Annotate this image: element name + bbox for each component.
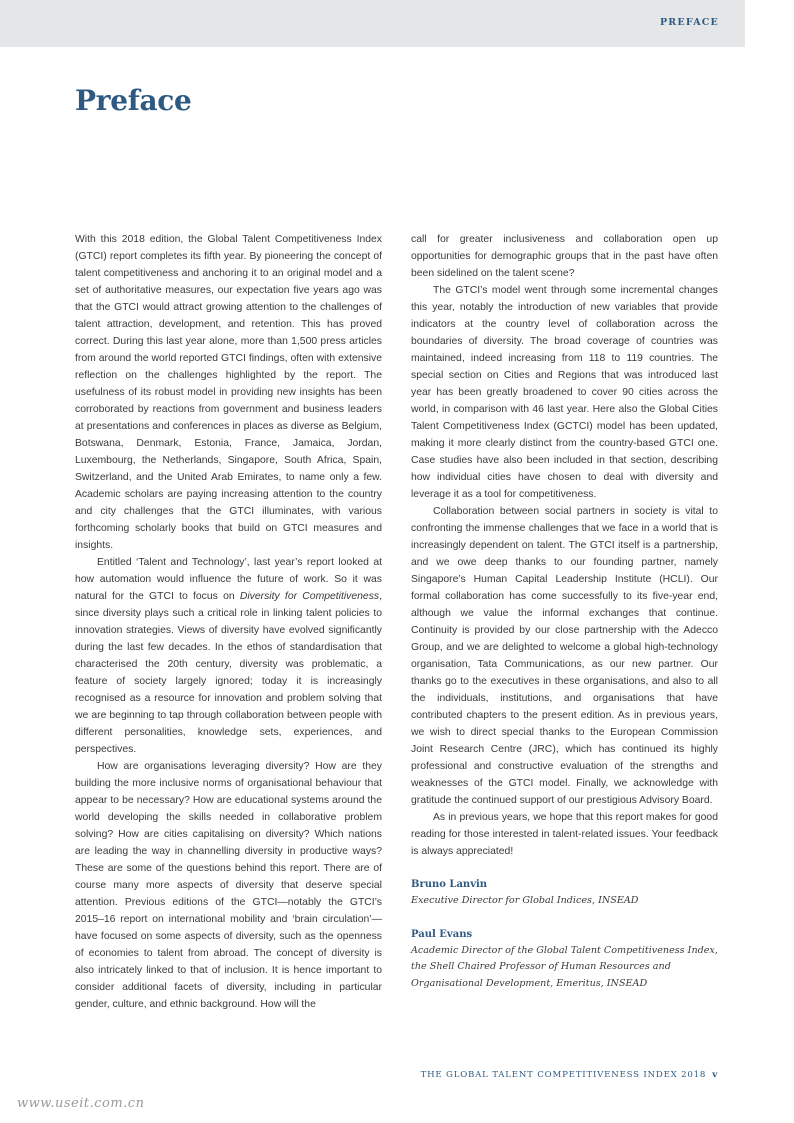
signatory-name: Paul Evans xyxy=(411,928,473,940)
signatory-role: Organisational Development, Emeritus, INSEAD xyxy=(411,977,648,989)
italic-title: Diversity for Competitiveness xyxy=(239,591,380,602)
page-title: Preface xyxy=(75,84,192,117)
signatory-name: Bruno Lanvin xyxy=(411,879,488,890)
watermark: www.useit.com.cn xyxy=(17,1096,145,1111)
page-number: v xyxy=(712,1070,718,1080)
paragraph: With this 2018 edition, the Global Talent Competitiveness Index (GTCI) report completes its fifth year. By pioneering the concept of talent competitiveness and anchoring it to an original model and a set of authoritative measures, our expectation five years ago was that the GTCI would attract growing attention to the challenges of talent attraction, development, and retention. This has proved correct. During this last year alone, more than 1,500 press articles from around the world reported GTCI findings, often with extensive reflection on the challenges highlighted by the report. The usefulness of its robust model in providing new insights has been corroborated by reactions from government and business leaders at presentations and conferences in places as diverse as Belgium, Botswana, Denmark, Estonia, France, Jamaica, Jordan, Luxembourg, the Netherlands, Singapore, South Africa, Spain, Switzerland, and the United Arab Emirates, to name only a few. Academic scholars are paying increasing attention to the country and city challenges that the GTCI illuminates, with various forthcoming scholarly books that build on GTCI measures and insights. xyxy=(75,234,382,551)
right-column xyxy=(411,231,718,992)
paragraph: How are organisations leveraging diversity? How are they building the more inclusive norms of organisational behaviour that appear to be necessary? How are educational systems around the world developing the skills needed in collaborative problem solving? How are cities capitalising on diversity? Which nations are leading the way in channelling diversity in productive ways? These are some of the questions behind this report. There are of course many more aspects of diversity that deserve special attention. Previous editions of the GTCI—notably the GTCI’s 2015–16 report on international mobility and ‘brain circulation’—have focused on some aspects of diversity, such as the openness of economies to talent from abroad. The concept of diversity is also intricately linked to that of inclusion. It is hence important to consider additional facets of diversity, including in particular gender, culture, and ethnic background. How will the xyxy=(75,761,382,1010)
paragraph: Collaboration between social partners in society is vital to confronting the immense challenges that we face in a world that is increasingly dependent on talent. The GTCI itself is a partnership, and we owe deep thanks to our founding partner, namely Singapore’s Human Capital Leadership Institute (HCLI). Our formal collaboration has come successfully to its five-year end, although we value the informal exchanges that continue. Continuity is provided by our close partnership with the Adecco Group, and we are delighted to welcome a global high-technology organisation, Tata Communications, as our new partner. Our thanks go to the executives in these organisations, and also to all the individuals, institutions, and organisations that have contributed chapters to the present edition. As in previous years, we wish to direct special thanks to the European Commission Joint Research Centre (JRC), which has continued its highly professional and constructive evaluation of the strengths and weaknesses of the GTCI model. Finally, we acknowledge with gratitude the continued support of our prestigious Advisory Board. xyxy=(411,506,718,806)
running-title: THE GLOBAL TALENT COMPETITIVENESS INDEX 2018 xyxy=(420,1070,707,1080)
header-band xyxy=(0,0,745,47)
left-column xyxy=(75,231,382,1013)
paragraph: As in previous years, we hope that this report makes for good reading for those interested in talent-related issues. Your feedback is always appreciated! xyxy=(411,812,718,857)
signatory-role: Academic Director of the Global Talent Competitiveness Index, xyxy=(411,944,718,956)
signature-block xyxy=(411,876,718,910)
signatory-role: Executive Director for Global Indices, INSEAD xyxy=(411,895,639,906)
paragraph: call for greater inclusiveness and collaboration open up opportunities for demographic groups that in the past have often been sidelined on the talent scene? xyxy=(411,234,718,279)
signatory-role: the Shell Chaired Professor of Human Resources and xyxy=(411,961,671,972)
section-label: PREFACE xyxy=(659,17,719,28)
signature-block xyxy=(411,926,718,993)
page-footer xyxy=(421,1070,718,1080)
paragraph: The GTCI’s model went through some incremental changes this year, notably the introduction of new variables that provide indicators at the country level of collaboration across the boundaries of diversity. The broad coverage of countries was maintained, indeed increasing from 118 to 119 countries. The special section on Cities and Regions that was introduced last year has been greatly broadened to cover 90 cities across the world, in comparison with 46 last year. Here also the Global Cities Talent Competitiveness Index (GCTCI) model has been updated, making it more clearly distinct from the country-based GTCI one. Case studies have also been included in that section, describing how individual cities have chosen to deal with diversity and leverage it as a tool for competitiveness. xyxy=(411,285,718,500)
paragraph: Entitled ‘Talent and Technology’, last year’s report looked at how automation would influence the future of work. So it was natural for the GTCI to focus on Diversity for Competitiveness, since diversity plays such a critical role in linking talent policies to innovation strategies. Views of diversity have evolved significantly during the last few decades. In the ethos of standardisation that characterised the 20th century, diversity was problematic, a feature of society largely ignored; today it is increasingly recognised as a resource for innovation and problem solving that we are beginning to tap through collaboration between people with different personalities, knowledge sets, experiences, and perspectives. xyxy=(75,557,382,755)
